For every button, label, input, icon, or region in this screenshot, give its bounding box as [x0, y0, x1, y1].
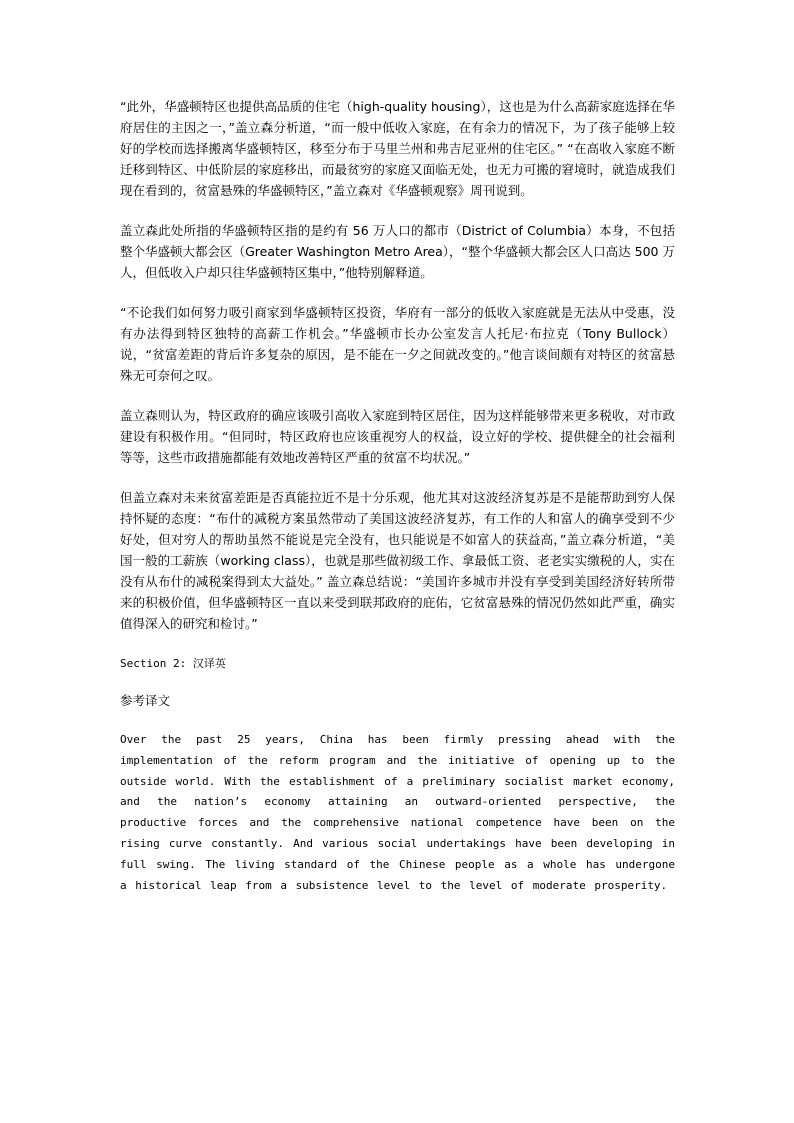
- paragraph-mayor-office: “不论我们如何努力吸引商家到华盛顿特区投资，华府有一部分的低收入家庭就是无法从中受惠，没有办法得到特区独特的高薪工作机会。”华盛顿市长办公室发言人托尼·布拉克（Tony Bullock）说，“贫富差距的背后许多复杂的原因，是不能在一夕之间就改变的。”他言谈间颇有对特区的贫富悬殊无可奈何之叹。: [120, 305, 675, 383]
- paragraph-housing: “此外，华盛顿特区也提供高品质的住宅（high-quality housing），这也是为什么高薪家庭选择在华府居住的主因之一，”盖立森分析道，“而一般中低收入家庭，在有余力的情况下，为了孩子能够上较好的学校而选择搬离华盛顿特区，移至分布于马里兰州和弗吉尼亚州的住宅区。” “在高收入家庭不断迁移到特区、中低阶层的家庭移出，而最贫穷的家庭又面临无处，也无力可搬的窘境时，就造成我们现在看到的，贫富悬殊的华盛顿特区，”盖立森对《华盛顿观察》周刊说到。: [120, 99, 675, 198]
- paragraph-district-definition: 盖立森此处所指的华盛顿特区指的是约有 56 万人口的都市（District of Columbia）本身，不包括整个华盛顿大都会区（Greater Washington Metro Area），“整个华盛顿大都会区人口高达 500 万人，但低收入户却只往华盛顿特区集中，”他特别解释道。: [120, 223, 675, 280]
- paragraph-outlook: 但盖立森对未来贫富差距是否真能拉近不是十分乐观，他尤其对这波经济复苏是不是能帮助到穷人保持怀疑的态度：“布什的减税方案虽然带动了美国这波经济复苏，有工作的人和富人的确享受到不少好处，但对穷人的帮助虽然不能说是完全没有，也只能说是不如富人的获益高，”盖立森分析道，“美国一般的工薪族（working class），也就是那些做初级工作、拿最低工资、老老实实缴税的人，实在没有从布什的减税案得到太大益处。” 盖立森总结说：“美国许多城市并没有享受到美国经济好转所带来的积极价值，但华盛顿特区一直以来受到联邦政府的庇佑，它贫富悬殊的情况仍然如此严重，确实值得深入的研究和检讨。”: [120, 490, 675, 631]
- english-translation: Over the past 25 years, China has been firmly pressing ahead with the implementation of the reform program and the initiative of opening up to the outside world. With the establishment of a preliminary socialist market economy, and the nation’s economy attaining an outward-oriented perspective, the productive forces and the comprehensive national competence have been on the rising curve constantly. And various social undertakings have been developing in full swing. The living standard of the Chinese people as a whole has undergone a historical leap from a subsistence level to the level of moderate prosperity.: [120, 733, 675, 892]
- reference-label: 参考译文: [120, 693, 171, 708]
- document-page: [120, 96, 675, 896]
- section-heading: Section 2: 汉译英: [120, 657, 226, 670]
- paragraph-government-role: 盖立森则认为，特区政府的确应该吸引高收入家庭到特区居住，因为这样能够带来更多税收，对市政建设有积极作用。“但同时，特区政府也应该重视穷人的权益，设立好的学校、提供健全的社会福利等等，这些市政措施都能有效地改善特区严重的贫富不均状况。”: [120, 408, 675, 465]
